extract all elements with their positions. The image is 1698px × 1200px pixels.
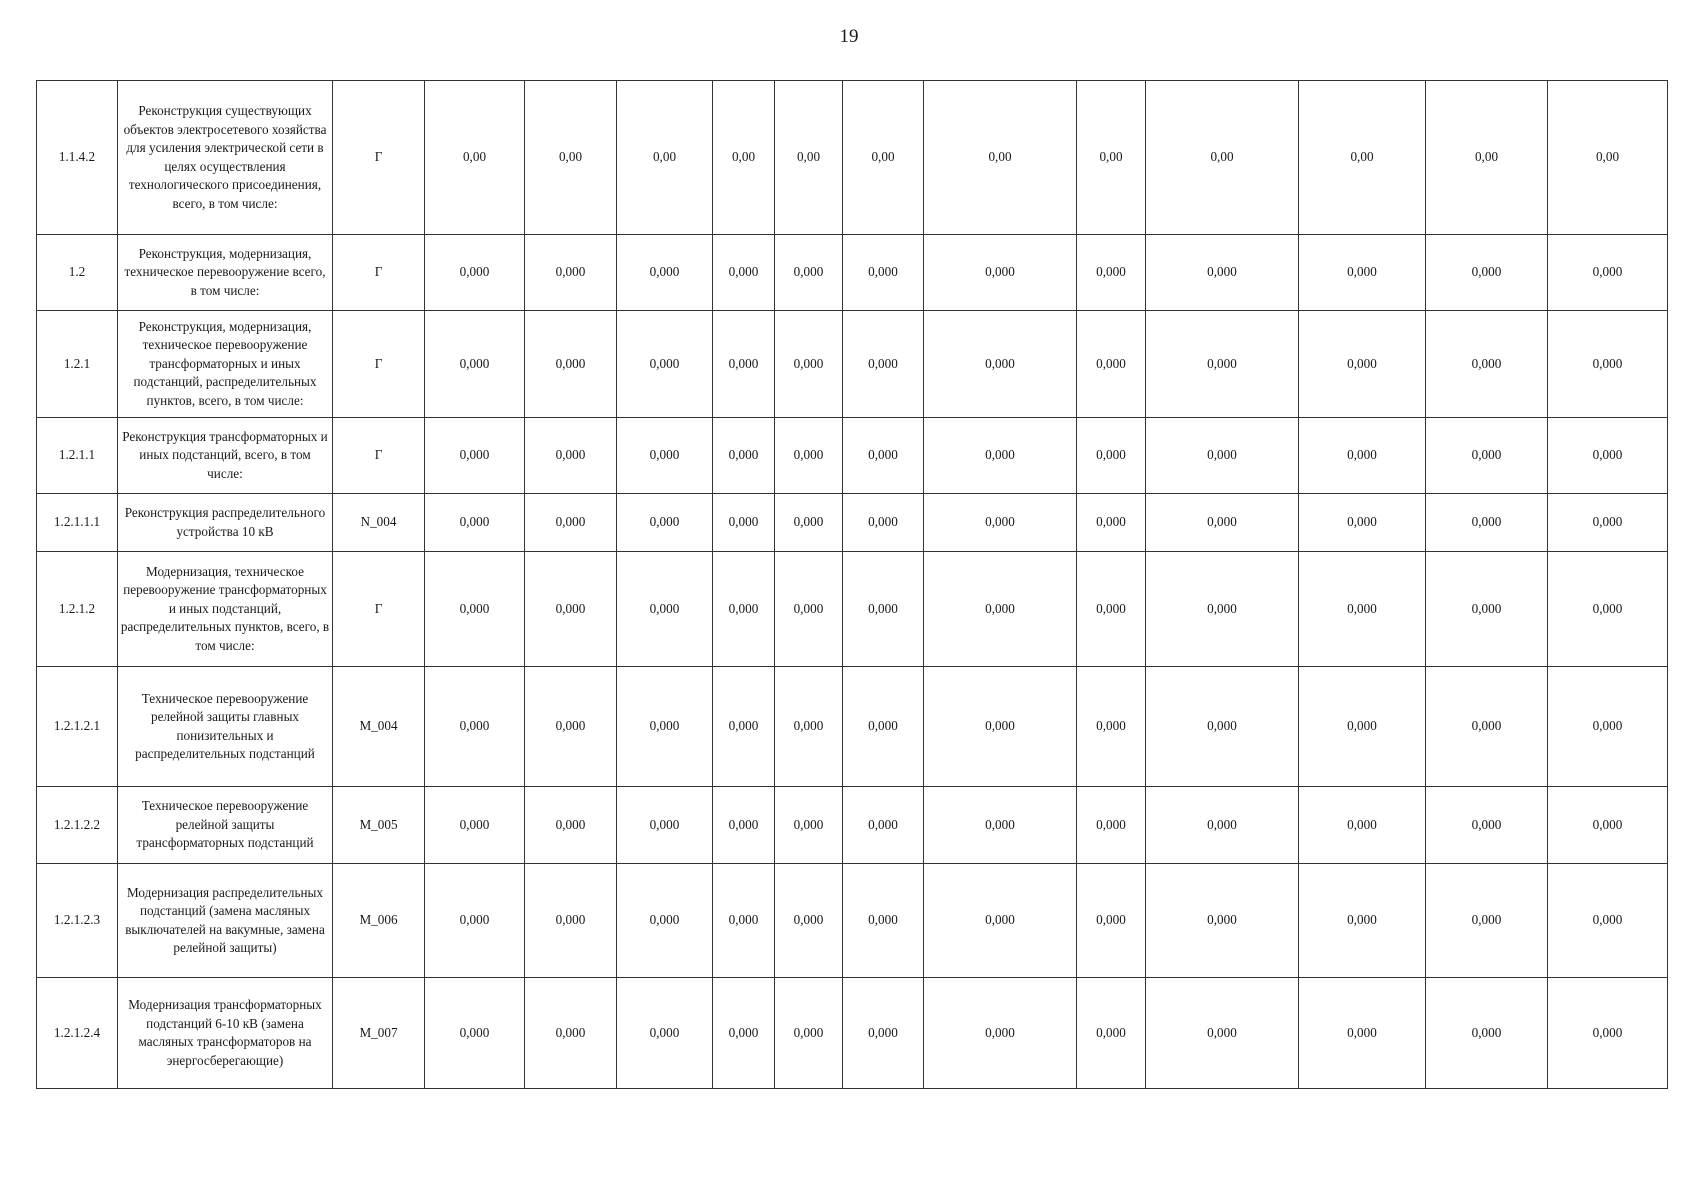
value-cell: 0,000 — [1077, 494, 1146, 552]
row-code-cell: M_006 — [333, 864, 425, 978]
value-cell: 0,000 — [525, 552, 617, 667]
value-cell: 0,000 — [1548, 552, 1668, 667]
row-code-cell: Г — [333, 81, 425, 235]
value-cell: 0,000 — [425, 235, 525, 311]
value-cell: 0,000 — [1146, 552, 1299, 667]
value-cell: 0,00 — [1426, 81, 1548, 235]
value-cell: 0,00 — [775, 81, 843, 235]
value-cell: 0,000 — [1146, 667, 1299, 787]
value-cell: 0,000 — [843, 787, 924, 864]
row-id-cell: 1.2.1.2 — [37, 552, 118, 667]
value-cell: 0,000 — [1077, 787, 1146, 864]
value-cell: 0,00 — [617, 81, 713, 235]
table-row — [37, 311, 1668, 418]
value-cell: 0,000 — [775, 667, 843, 787]
value-cell: 0,000 — [1426, 494, 1548, 552]
value-cell: 0,00 — [525, 81, 617, 235]
value-cell: 0,000 — [775, 552, 843, 667]
value-cell: 0,000 — [617, 787, 713, 864]
value-cell: 0,000 — [1548, 311, 1668, 418]
value-cell: 0,000 — [1077, 864, 1146, 978]
row-id-cell: 1.2.1 — [37, 311, 118, 418]
row-name-cell: Реконструкция трансформаторных и иных подстанций, всего, в том числе: — [118, 418, 333, 494]
value-cell: 0,000 — [924, 418, 1077, 494]
table-row — [37, 552, 1668, 667]
value-cell: 0,000 — [843, 235, 924, 311]
value-cell: 0,000 — [425, 864, 525, 978]
value-cell: 0,000 — [1077, 552, 1146, 667]
page-number: 19 — [839, 26, 859, 47]
value-cell: 0,00 — [1548, 81, 1668, 235]
row-name-cell: Техническое перевооружение релейной защиты трансформаторных подстанций — [118, 787, 333, 864]
value-cell: 0,000 — [1146, 864, 1299, 978]
value-cell: 0,000 — [1146, 787, 1299, 864]
value-cell: 0,000 — [1548, 787, 1668, 864]
value-cell: 0,000 — [713, 667, 775, 787]
value-cell: 0,000 — [617, 552, 713, 667]
value-cell: 0,000 — [1146, 978, 1299, 1089]
value-cell: 0,000 — [1548, 864, 1668, 978]
table-row — [37, 978, 1668, 1089]
value-cell: 0,000 — [924, 311, 1077, 418]
value-cell: 0,000 — [1548, 235, 1668, 311]
value-cell: 0,000 — [1548, 494, 1668, 552]
value-cell: 0,000 — [1146, 418, 1299, 494]
row-name-cell: Модернизация, техническое перевооружение трансформаторных и иных подстанций, распределительных пунктов, всего, в том числе: — [118, 552, 333, 667]
value-cell: 0,000 — [775, 235, 843, 311]
value-cell: 0,000 — [425, 667, 525, 787]
value-cell: 0,000 — [924, 667, 1077, 787]
value-cell: 0,000 — [1548, 978, 1668, 1089]
row-code-cell: M_007 — [333, 978, 425, 1089]
value-cell: 0,000 — [1146, 311, 1299, 418]
row-name-cell: Реконструкция распределительного устройства 10 кВ — [118, 494, 333, 552]
value-cell: 0,000 — [1426, 864, 1548, 978]
table-row — [37, 81, 1668, 235]
value-cell: 0,000 — [1077, 418, 1146, 494]
row-name-cell: Техническое перевооружение релейной защиты главных понизительных и распределительных подстанций — [118, 667, 333, 787]
value-cell: 0,000 — [1299, 311, 1426, 418]
value-cell: 0,000 — [525, 978, 617, 1089]
value-cell: 0,000 — [525, 311, 617, 418]
value-cell: 0,000 — [617, 978, 713, 1089]
value-cell: 0,000 — [525, 667, 617, 787]
value-cell: 0,000 — [1426, 978, 1548, 1089]
table-row — [37, 864, 1668, 978]
value-cell: 0,000 — [843, 667, 924, 787]
value-cell: 0,000 — [617, 864, 713, 978]
value-cell: 0,000 — [924, 978, 1077, 1089]
row-id-cell: 1.2.1.2.4 — [37, 978, 118, 1089]
row-id-cell: 1.2.1.2.3 — [37, 864, 118, 978]
row-id-cell: 1.2.1.1 — [37, 418, 118, 494]
value-cell: 0,00 — [1077, 81, 1146, 235]
value-cell: 0,000 — [617, 235, 713, 311]
value-cell: 0,000 — [1077, 667, 1146, 787]
table-row — [37, 235, 1668, 311]
value-cell: 0,000 — [617, 418, 713, 494]
value-cell: 0,000 — [775, 311, 843, 418]
value-cell: 0,000 — [1077, 978, 1146, 1089]
value-cell: 0,000 — [924, 494, 1077, 552]
row-id-cell: 1.1.4.2 — [37, 81, 118, 235]
value-cell: 0,000 — [1299, 235, 1426, 311]
value-cell: 0,000 — [1146, 494, 1299, 552]
value-cell: 0,000 — [775, 787, 843, 864]
value-cell: 0,000 — [1426, 667, 1548, 787]
row-code-cell: N_004 — [333, 494, 425, 552]
value-cell: 0,000 — [1299, 667, 1426, 787]
value-cell: 0,000 — [525, 787, 617, 864]
row-name-cell: Модернизация трансформаторных подстанций 6-10 кВ (замена масляных трансформаторов на энергосберегающие) — [118, 978, 333, 1089]
value-cell: 0,000 — [713, 311, 775, 418]
value-cell: 0,000 — [775, 978, 843, 1089]
value-cell: 0,000 — [1426, 235, 1548, 311]
value-cell: 0,000 — [1146, 235, 1299, 311]
value-cell: 0,000 — [1077, 235, 1146, 311]
value-cell: 0,000 — [713, 418, 775, 494]
row-code-cell: Г — [333, 311, 425, 418]
row-code-cell: Г — [333, 418, 425, 494]
value-cell: 0,000 — [525, 418, 617, 494]
value-cell: 0,00 — [843, 81, 924, 235]
value-cell: 0,000 — [843, 864, 924, 978]
value-cell: 0,00 — [1146, 81, 1299, 235]
value-cell: 0,000 — [775, 418, 843, 494]
value-cell: 0,000 — [843, 494, 924, 552]
value-cell: 0,000 — [843, 311, 924, 418]
value-cell: 0,000 — [1299, 787, 1426, 864]
value-cell: 0,000 — [843, 552, 924, 667]
value-cell: 0,000 — [775, 494, 843, 552]
value-cell: 0,000 — [924, 552, 1077, 667]
row-code-cell: Г — [333, 235, 425, 311]
row-code-cell: Г — [333, 552, 425, 667]
value-cell: 0,000 — [425, 978, 525, 1089]
value-cell: 0,000 — [1548, 418, 1668, 494]
row-id-cell: 1.2 — [37, 235, 118, 311]
value-cell: 0,000 — [775, 864, 843, 978]
value-cell: 0,000 — [617, 667, 713, 787]
row-id-cell: 1.2.1.1.1 — [37, 494, 118, 552]
value-cell: 0,000 — [1077, 311, 1146, 418]
value-cell: 0,000 — [924, 864, 1077, 978]
row-code-cell: M_005 — [333, 787, 425, 864]
value-cell: 0,000 — [713, 787, 775, 864]
value-cell: 0,00 — [425, 81, 525, 235]
value-cell: 0,000 — [1548, 667, 1668, 787]
value-cell: 0,000 — [1426, 418, 1548, 494]
table-row — [37, 494, 1668, 552]
value-cell: 0,000 — [425, 552, 525, 667]
row-id-cell: 1.2.1.2.2 — [37, 787, 118, 864]
value-cell: 0,000 — [713, 864, 775, 978]
value-cell: 0,000 — [525, 494, 617, 552]
value-cell: 0,000 — [924, 787, 1077, 864]
value-cell: 0,000 — [713, 235, 775, 311]
value-cell: 0,000 — [525, 864, 617, 978]
value-cell: 0,000 — [425, 494, 525, 552]
value-cell: 0,000 — [1426, 552, 1548, 667]
value-cell: 0,000 — [1299, 494, 1426, 552]
value-cell: 0,00 — [1299, 81, 1426, 235]
value-cell: 0,000 — [1299, 552, 1426, 667]
value-cell: 0,000 — [843, 978, 924, 1089]
table-row — [37, 787, 1668, 864]
value-cell: 0,000 — [425, 787, 525, 864]
table-row — [37, 418, 1668, 494]
value-cell: 0,00 — [924, 81, 1077, 235]
value-cell: 0,000 — [1426, 311, 1548, 418]
value-cell: 0,000 — [617, 494, 713, 552]
table-row — [37, 667, 1668, 787]
value-cell: 0,00 — [713, 81, 775, 235]
row-name-cell: Реконструкция существующих объектов электросетевого хозяйства для усиления электрической сети в целях осуществления технологического присоединения, всего, в том числе: — [118, 81, 333, 235]
investment-table — [36, 80, 1668, 1089]
value-cell: 0,000 — [713, 552, 775, 667]
row-name-cell: Модернизация распределительных подстанций (замена масляных выключателей на вакумные, замена релейной защиты) — [118, 864, 333, 978]
row-id-cell: 1.2.1.2.1 — [37, 667, 118, 787]
value-cell: 0,000 — [617, 311, 713, 418]
value-cell: 0,000 — [924, 235, 1077, 311]
value-cell: 0,000 — [713, 978, 775, 1089]
value-cell: 0,000 — [1299, 978, 1426, 1089]
value-cell: 0,000 — [425, 418, 525, 494]
value-cell: 0,000 — [1299, 864, 1426, 978]
value-cell: 0,000 — [1299, 418, 1426, 494]
value-cell: 0,000 — [843, 418, 924, 494]
row-name-cell: Реконструкция, модернизация, техническое перевооружение трансформаторных и иных подстанций, распределительных пунктов, всего, в том числе: — [118, 311, 333, 418]
value-cell: 0,000 — [713, 494, 775, 552]
value-cell: 0,000 — [425, 311, 525, 418]
value-cell: 0,000 — [525, 235, 617, 311]
value-cell: 0,000 — [1426, 787, 1548, 864]
row-code-cell: M_004 — [333, 667, 425, 787]
row-name-cell: Реконструкция, модернизация, техническое перевооружение всего, в том числе: — [118, 235, 333, 311]
